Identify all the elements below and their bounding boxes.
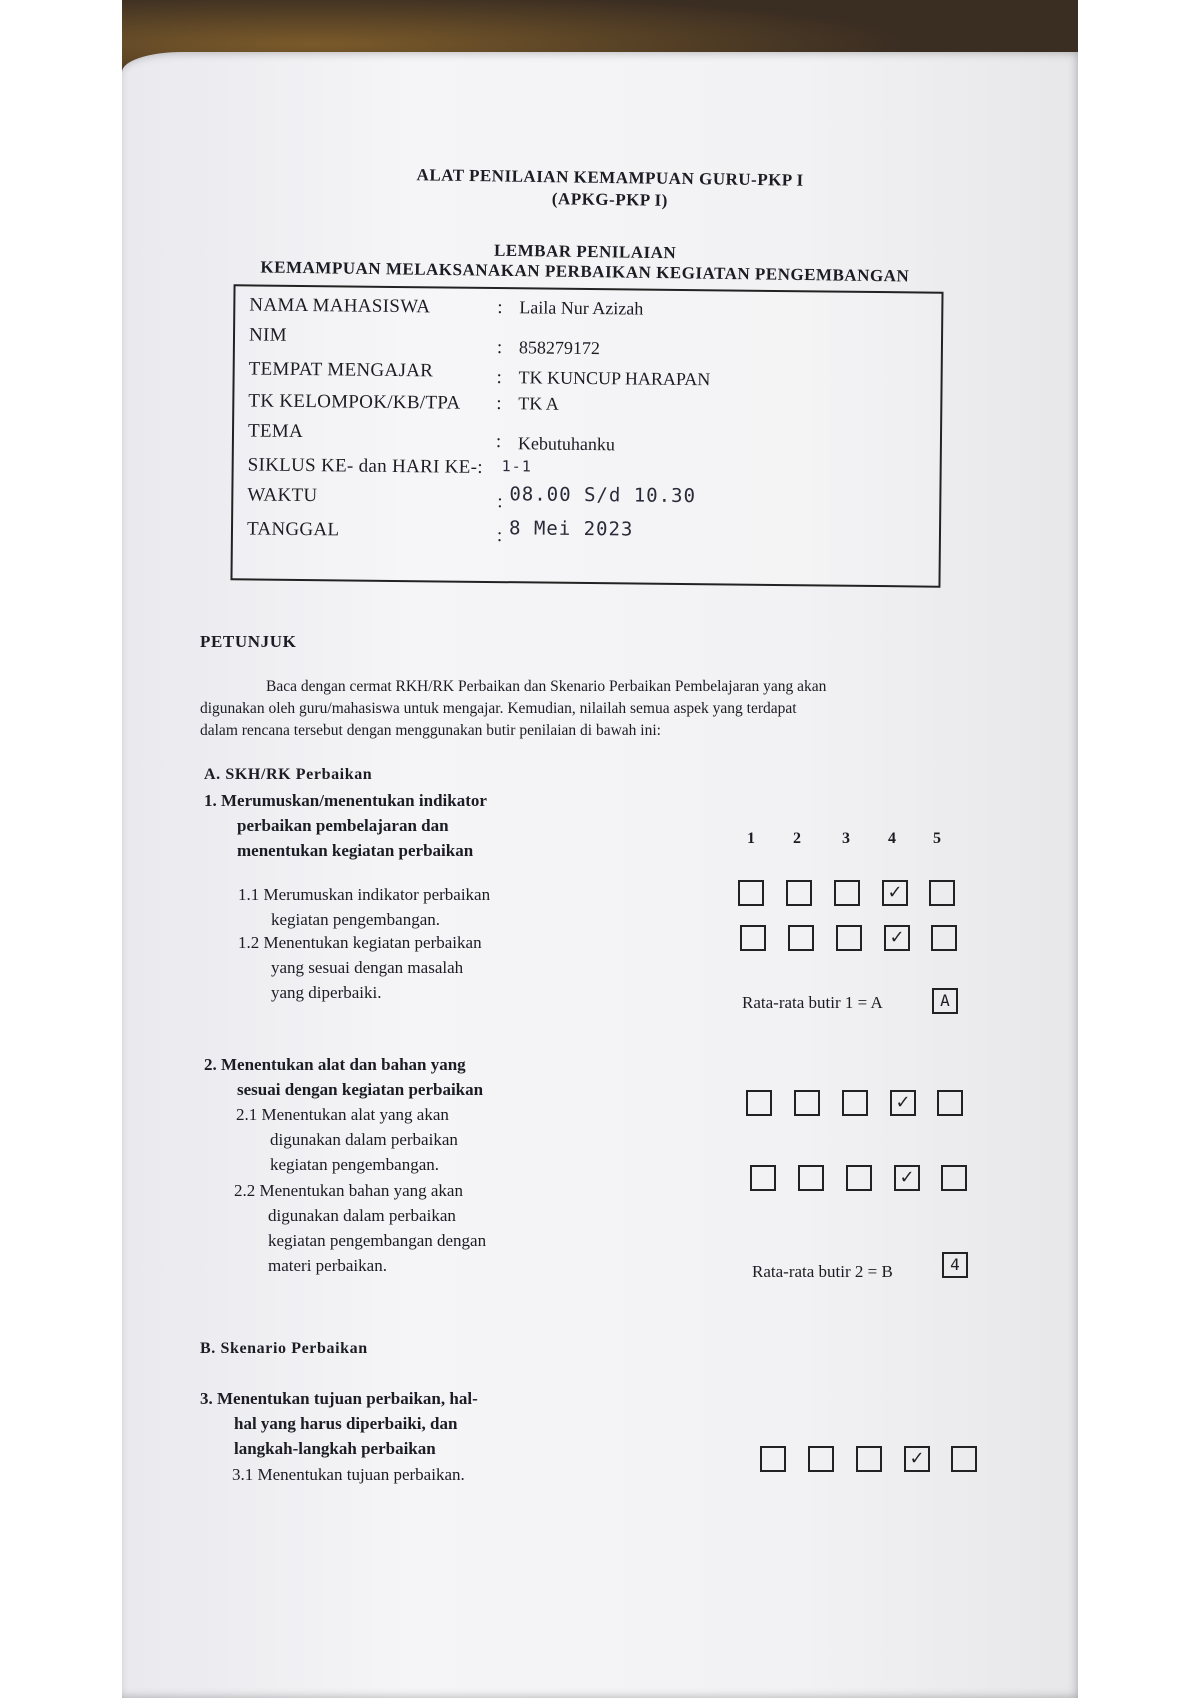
item-1-2-line-1: 1.2 Menentukan kegiatan perbaikan <box>238 933 482 952</box>
item-1-2-line-2: yang sesuai dengan masalah <box>271 958 464 977</box>
rating-checkbox-5[interactable] <box>929 880 955 906</box>
item-2-average-label: Rata-rata butir 2 = B <box>752 1262 893 1281</box>
item-2-average-box: 4 <box>942 1252 968 1278</box>
item-1-1-text <box>238 882 490 932</box>
rating-checkbox-4-checked[interactable]: ✓ <box>882 880 908 906</box>
scale-header <box>728 830 988 854</box>
info-row-nim <box>249 324 939 359</box>
rating-checkbox-3[interactable] <box>846 1165 872 1191</box>
rating-checkbox-1[interactable] <box>750 1165 776 1191</box>
info-value-handwritten: 1-1 <box>501 457 532 476</box>
rating-checkbox-2[interactable] <box>788 925 814 951</box>
instructions-line-3: dalam rencana tersebut dengan menggunakan butir penilaian di bawah ini: <box>200 722 661 739</box>
info-colon: : <box>496 525 503 547</box>
info-colon: : <box>497 297 503 319</box>
info-colon: : <box>497 491 503 513</box>
rating-checkbox-2[interactable] <box>808 1446 834 1472</box>
info-label: NAMA MAHASISWA <box>249 294 431 318</box>
info-row-group <box>248 390 938 425</box>
info-value: TK KUNCUP HARAPAN <box>518 367 711 390</box>
info-label: WAKTU <box>247 484 318 507</box>
item-2-2-line-1: 2.2 Menentukan bahan yang akan <box>234 1181 463 1200</box>
item-2-1-line-2: digunakan dalam perbaikan <box>270 1130 458 1149</box>
rating-checkbox-1[interactable] <box>740 925 766 951</box>
item-3-1-text: 3.1 Menentukan tujuan perbaikan. <box>232 1465 465 1484</box>
info-value-handwritten: 08.00 S/d 10.30 <box>509 483 697 508</box>
info-colon: : <box>496 337 503 359</box>
rating-checkbox-5[interactable] <box>941 1165 967 1191</box>
info-colon: : <box>496 367 502 389</box>
scale-number: 2 <box>793 830 801 847</box>
item-3-title <box>200 1386 478 1461</box>
rating-checkbox-4-checked[interactable]: ✓ <box>884 925 910 951</box>
info-label: TK KELOMPOK/KB/TPA <box>248 390 461 414</box>
scale-number: 4 <box>888 830 896 847</box>
info-value: 858279172 <box>518 337 601 359</box>
rating-checkbox-5[interactable] <box>951 1446 977 1472</box>
item-2-title <box>204 1052 483 1102</box>
item-2-1-text <box>236 1102 458 1177</box>
rating-checkbox-1[interactable] <box>738 880 764 906</box>
rating-checkbox-3[interactable] <box>834 880 860 906</box>
info-row-name <box>249 294 939 329</box>
rating-checkbox-2[interactable] <box>798 1165 824 1191</box>
item-3-title-line-3: langkah-langkah perbaikan <box>234 1439 436 1458</box>
info-row-place <box>249 358 939 393</box>
item-2-2-line-2: digunakan dalam perbaikan <box>268 1206 456 1225</box>
item-1-2-text <box>238 930 482 1005</box>
item-1-title-line-3: menentukan kegiatan perbaikan <box>237 841 474 860</box>
rating-checkbox-4-checked[interactable]: ✓ <box>904 1446 930 1472</box>
item-1-2-line-3: yang diperbaiki. <box>271 983 382 1002</box>
info-label: TEMA <box>247 420 304 443</box>
info-colon: : <box>495 431 502 453</box>
student-info-box <box>230 284 943 587</box>
info-label: SIKLUS KE- dan HARI KE-: <box>247 454 483 478</box>
info-row-theme <box>248 420 938 455</box>
item-3-title-line-2: hal yang harus diperbaiki, dan <box>234 1414 458 1433</box>
item-2-title-line-2: sesuai dengan kegiatan perbaikan <box>237 1080 484 1099</box>
item-1-title-line-1: 1. Merumuskan/menentukan indikator <box>204 791 487 810</box>
info-label: NIM <box>248 324 287 346</box>
scale-number: 5 <box>933 830 941 847</box>
scale-number: 1 <box>747 830 755 847</box>
info-label: TEMPAT MENGAJAR <box>248 358 434 382</box>
rating-checkbox-4-checked[interactable]: ✓ <box>890 1090 916 1116</box>
title-line-1: ALAT PENILAIAN KEMAMPUAN GURU-PKP I <box>416 165 804 190</box>
item-2-2-line-3: kegiatan pengembangan dengan <box>268 1231 487 1250</box>
section-b-heading: B. Skenario Perbaikan <box>200 1340 368 1357</box>
rating-checkbox-4-checked[interactable]: ✓ <box>894 1165 920 1191</box>
info-row-time <box>247 484 937 519</box>
rating-checkbox-2[interactable] <box>794 1090 820 1116</box>
rating-checkbox-1[interactable] <box>746 1090 772 1116</box>
rating-checkbox-3[interactable] <box>856 1446 882 1472</box>
item-1-1-line-2: kegiatan pengembangan. <box>271 910 440 929</box>
rating-checkbox-1[interactable] <box>760 1446 786 1472</box>
info-row-date <box>247 518 937 553</box>
item-2-1-line-1: 2.1 Menentukan alat yang akan <box>236 1105 449 1124</box>
rating-checkbox-2[interactable] <box>786 880 812 906</box>
title-line-2: (APKG-PKP I) <box>551 189 668 210</box>
instructions-text <box>200 676 980 742</box>
info-value: TK A <box>518 393 559 414</box>
item-2-2-line-4: materi perbaikan. <box>268 1256 387 1275</box>
info-colon: : <box>496 393 502 415</box>
instructions-line-2: digunakan oleh guru/mahasiswa untuk mengajar. Kemudian, nilailah semua aspek yang terdapat <box>200 700 797 717</box>
rating-checkbox-3[interactable] <box>842 1090 868 1116</box>
rating-checkbox-3[interactable] <box>836 925 862 951</box>
item-2-title-line-1: 2. Menentukan alat dan bahan yang <box>204 1055 466 1074</box>
item-2-1-line-3: kegiatan pengembangan. <box>270 1155 439 1174</box>
rating-checkbox-5[interactable] <box>931 925 957 951</box>
item-1-average-label: Rata-rata butir 1 = A <box>742 993 883 1012</box>
item-1-title-line-2: perbaikan pembelajaran dan <box>237 816 449 835</box>
info-value: Laila Nur Azizah <box>519 297 644 319</box>
rating-checkbox-5[interactable] <box>937 1090 963 1116</box>
item-1-1-line-1: 1.1 Merumuskan indikator perbaikan <box>238 885 491 904</box>
scale-number: 3 <box>842 830 850 847</box>
item-2-2-text <box>234 1178 486 1278</box>
info-value: Kebutuhanku <box>517 433 616 455</box>
item-1-title <box>204 788 487 863</box>
document-title <box>380 165 841 213</box>
info-label: TANGGAL <box>246 518 340 541</box>
instructions-line-1: Baca dengan cermat RKH/RK Perbaikan dan Skenario Perbaikan Pembelajaran yang akan <box>266 678 827 695</box>
subtitle-line-1: LEMBAR PENILAIAN <box>493 240 677 263</box>
item-1-average-box: A <box>932 988 958 1014</box>
item-3-title-line-1: 3. Menentukan tujuan perbaikan, hal- <box>200 1389 478 1408</box>
info-value-handwritten: 8 Mei 2023 <box>508 517 634 541</box>
section-a-heading: A. SKH/RK Perbaikan <box>204 766 373 783</box>
instructions-heading: PETUNJUK <box>200 632 297 651</box>
subtitle-line-2: KEMAMPUAN MELAKSANAKAN PERBAIKAN KEGIATAN PENGEMBANGAN <box>260 257 910 286</box>
